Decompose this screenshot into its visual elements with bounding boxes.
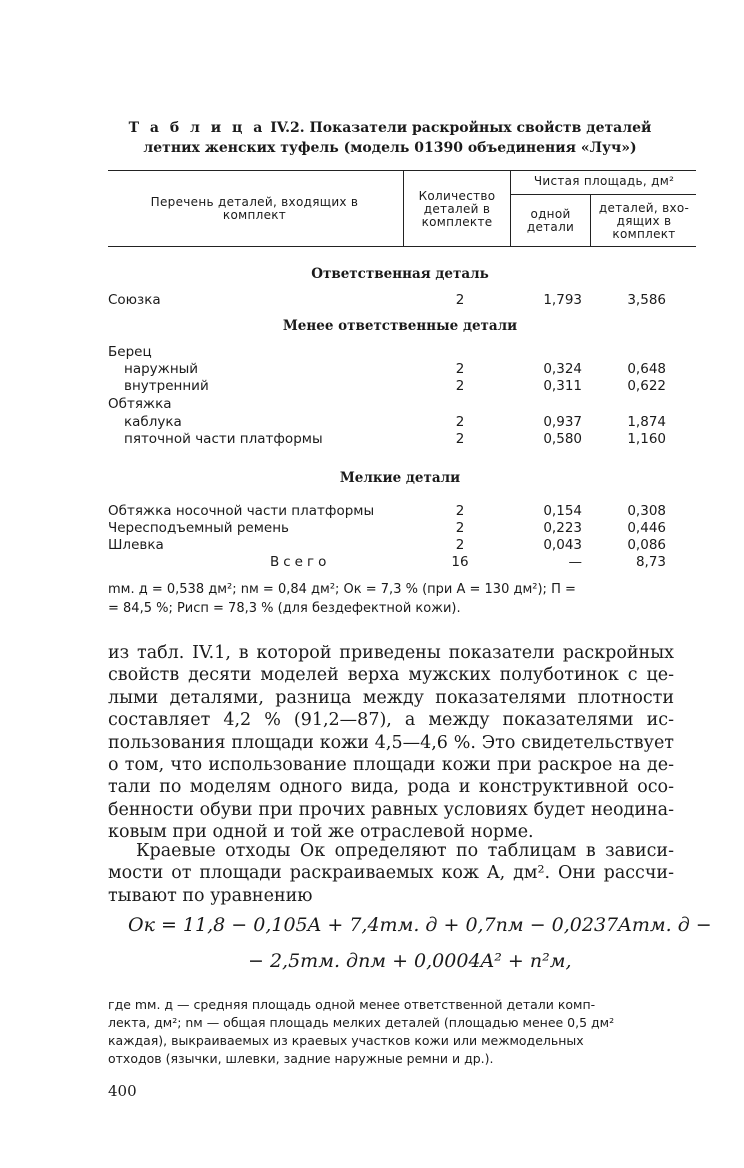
row-qty: 2 [455,537,465,553]
page-number: 400 [108,1082,137,1100]
row-name: Чересподъемный ремень [108,520,290,536]
table-title-part2: летних женских туфель (модель 01390 объединения «Луч») [143,140,637,156]
table-top-rule [108,170,696,171]
row-one-area: 0,154 [543,503,582,519]
row-qty: 2 [455,414,465,430]
row-set-area: 0,648 [627,361,666,377]
row-set-area: 3,586 [627,292,666,308]
table-notes-line2: = 84,5 %; Pисп = 78,3 % (для бездефектной кожи). [108,601,461,616]
table-caption [90,118,690,158]
text-line: свойств десяти моделей верха мужских полуботинок с це- [108,665,674,686]
text-line: тывают по уравнению [108,885,313,906]
table-row [0,344,744,362]
table-row [0,520,744,538]
header-quantity-line3: комплекте [421,215,493,229]
row-name: Обтяжка [108,396,172,412]
header-one-part-line2: детали [526,220,575,234]
header-one-part-line1: одной [530,207,571,221]
row-name: внутренний [124,378,209,394]
table-row [0,396,744,414]
body-paragraph-2 [108,840,674,907]
table-row [0,431,744,449]
header-quantity-line2: деталей в [423,202,491,216]
table-number: IV.2. [270,120,305,136]
table-notes [108,580,673,618]
table-title-part1: Показатели раскройных свойств деталей [309,120,652,136]
total-label: Всего [270,554,331,570]
header-set-parts [592,202,696,241]
text-line: лыми деталями, разница между показателями плотности [108,687,674,708]
row-one-area: 0,311 [543,378,582,394]
table-label: Т а б л и ц а [128,120,266,136]
row-set-area: 1,874 [627,414,666,430]
table-header-bottom-rule [108,246,696,247]
total-qty: 16 [451,554,469,570]
table-caption-line1 [90,118,690,138]
header-set-parts-line3: комплект [612,227,676,241]
column-divider-1 [403,170,404,246]
header-quantity-line1: Количество [418,189,496,203]
header-parts-list-line2: комплект [222,208,287,222]
body-paragraph-1 [108,642,674,844]
footnote-line: каждая), выкраиваемых из краевых участков кожи или межмодельных [108,1033,584,1048]
row-one-area: 0,043 [543,537,582,553]
total-one-area: — [568,554,582,570]
table-row [0,378,744,396]
section-responsible: Ответственная деталь [311,266,489,282]
text-line: ковым при одной и той же отраслевой норме. [108,822,534,843]
row-name: Шлевка [108,537,164,553]
footnote-line: лекта, дм²; nм — общая площадь мелких деталей (площадью менее 0,5 дм² [108,1015,615,1030]
text-line: из табл. IV.1, в которой приведены показатели раскройных [108,643,674,663]
text-line: составляет 4,2 % (91,2—87), а между показателями ис- [108,710,674,731]
row-one-area: 0,324 [543,361,582,377]
row-one-area: 0,937 [543,414,582,430]
table-row [0,361,744,379]
row-set-area: 0,308 [627,503,666,519]
row-name: Обтяжка носочной части платформы [108,503,375,519]
table-total-row [0,554,744,572]
equation-line-1: Oк = 11,8 − 0,105A + 7,4mм. д + 0,7nм − 0,0237Amм. д − [128,914,712,936]
text-line: о том, что использование площади кожи при раскрое на де- [108,755,674,776]
row-set-area: 0,086 [627,537,666,553]
header-set-parts-line2: дящих в [616,214,672,228]
text-line: пользования площади кожи 4,5—4,6 %. Это свидетельствует [108,732,674,753]
total-set-area: 8,73 [635,554,666,570]
header-quantity [406,190,508,229]
footnote-line: где mм. д — средняя площадь одной менее ответственной детали комп- [108,997,596,1012]
row-qty: 2 [455,378,465,394]
footnote-line: отходов (язычки, шлевки, задние наружные ремни и др.). [108,1051,494,1066]
row-one-area: 1,793 [543,292,582,308]
header-one-part [512,208,589,234]
row-qty: 2 [455,361,465,377]
section-small: Мелкие детали [339,470,461,486]
row-name: каблука [124,414,182,430]
row-one-area: 0,580 [543,431,582,447]
column-divider-2 [510,170,511,246]
equation-line-2: − 2,5mм. дnм + 0,0004A² + n²м, [248,950,572,972]
row-set-area: 0,446 [627,520,666,536]
row-set-area: 1,160 [627,431,666,447]
column-divider-3 [590,194,591,246]
row-qty: 2 [455,292,465,308]
row-name: пяточной части платформы [124,431,323,447]
row-one-area: 0,223 [543,520,582,536]
row-qty: 2 [455,520,465,536]
text-line: бенности обуви при прочих равных условиях будет неодина- [108,799,674,820]
text-line: мости от площади раскраиваемых кож A, дм². Они рассчи- [108,863,674,884]
header-parts-list-line1: Перечень деталей, входящих в [150,195,359,209]
row-qty: 2 [455,431,465,447]
table-row [0,503,744,521]
text-line: тали по моделям одного вида, рода и конструктивной осо- [108,777,674,798]
row-name: наружный [124,361,199,377]
section-less-responsible: Менее ответственные детали [282,318,518,334]
table-notes-line1: mм. д = 0,538 дм²; nм = 0,84 дм²; Oк = 7,3 % (при A = 130 дм²); П = [108,582,576,597]
footnote [108,996,674,1068]
net-area-subheader-rule [510,194,696,195]
header-set-parts-line1: деталей, вхо- [598,201,690,215]
header-parts-list [112,196,397,222]
row-name: Союзка [108,292,161,308]
text-line: Краевые отходы Oк определяют по таблицам в зависи- [136,841,674,861]
table-row [0,537,744,555]
row-set-area: 0,622 [627,378,666,394]
row-name: Берец [108,344,152,360]
table-row [0,414,744,432]
header-net-area: Чистая площадь, дм² [533,174,675,188]
row-qty: 2 [455,503,465,519]
table-row [0,292,744,310]
